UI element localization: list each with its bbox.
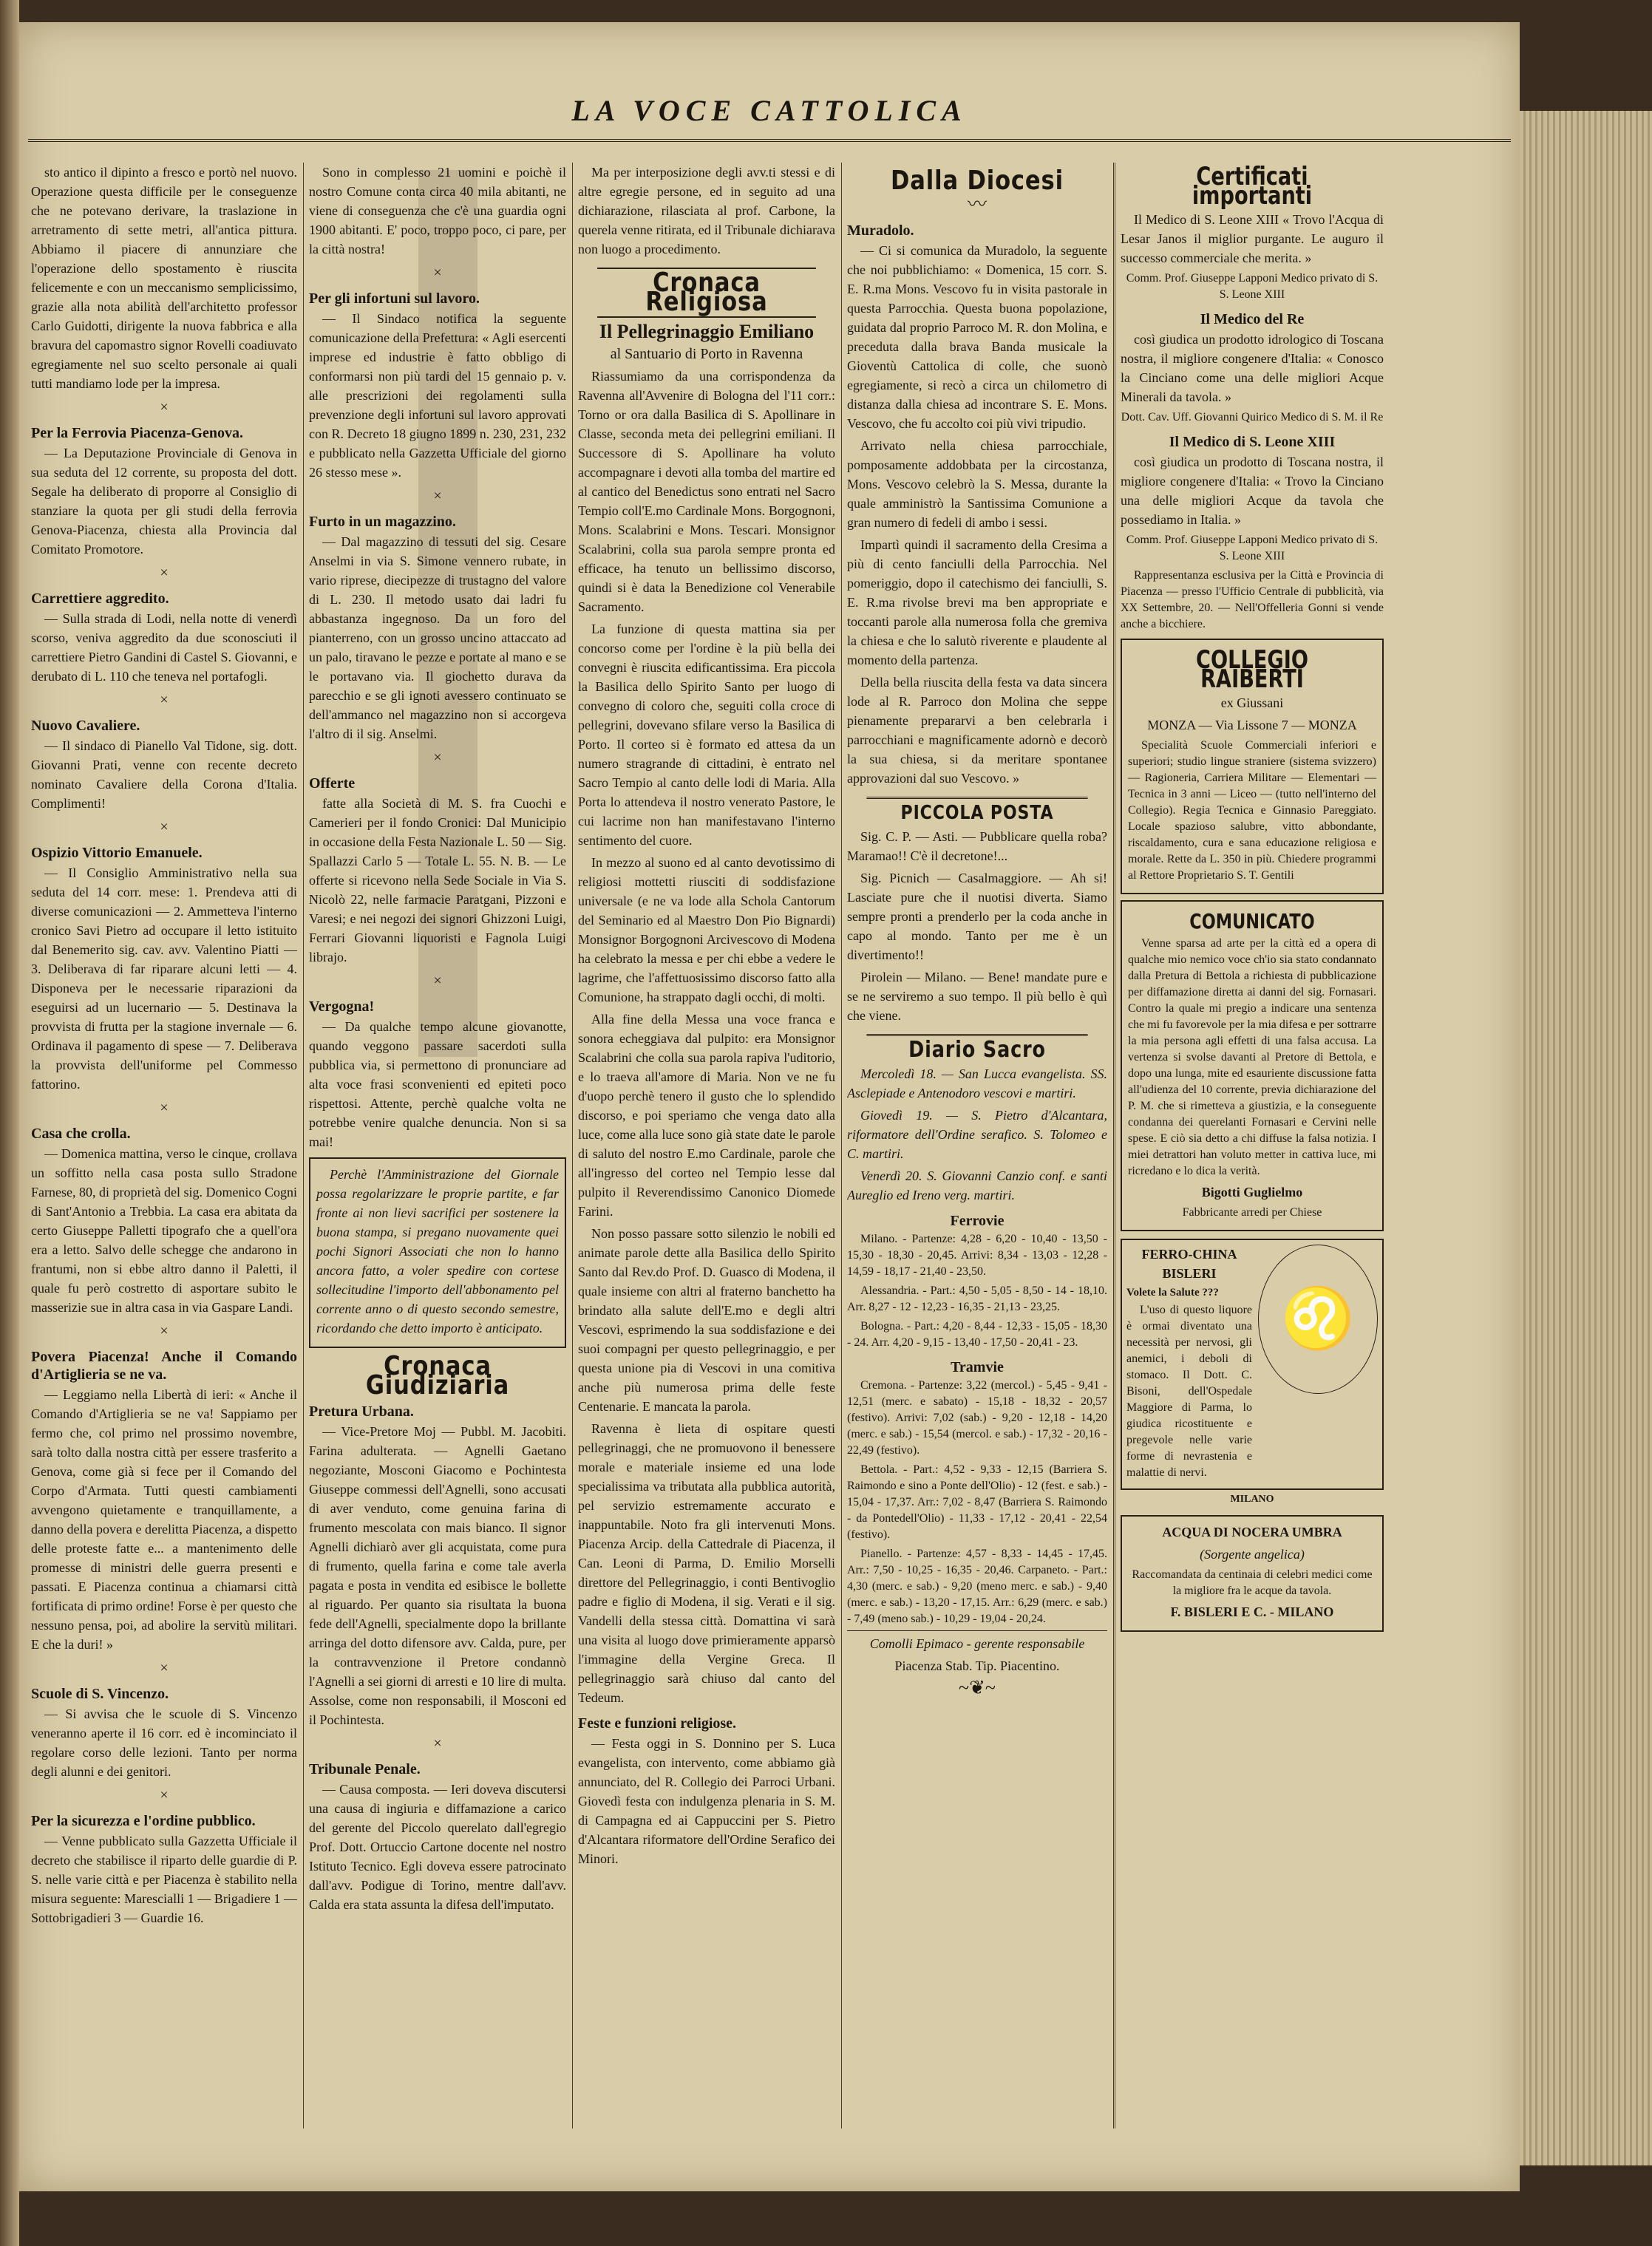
ad-heading: Certificati importanti (1192, 163, 1313, 211)
headline: Povera Piacenza! Anche il Comando d'Artiglieria se ne va. (31, 1349, 297, 1383)
communique-signature: Bigotti Guglielmo (1201, 1185, 1303, 1199)
newspaper-page (19, 22, 1520, 2191)
separator: × (433, 265, 442, 281)
article-text: — Il Consiglio Amministrativo nella sua seduta del 14 corr. mese: 1. Prendeva atti di diverse comunicazioni — 2. Ammetteva l'interno cronico Savi Pietro ad occupare il letto istituito dal Benemerito sig. cav. avv. Valentino Piatti — 3. Deliberava di far riparare alcuni letti — 4. Disponeva per le necessarie riparazioni da eseguirsi ad un lucernario — 5. Destinava la provvista di frutta per la stagione invernale — 6. Ordinava il pagamento di spese — 7. Deliberava la provvista dell'uniforme pel Commesso fattorino. (31, 865, 297, 1092)
headline: Nuovo Cavaliere. (31, 718, 140, 734)
article-text: — Da qualche tempo alcune giovanotte, quando veggono passare sacerdoti sulla pubblica via, si permettono di pronunciare ad alta voce frasi sconvenienti ed epiteti poco rispettosi. Attente, perchè qualche volta ne potrebbe venire qualche denuncia. Non si sa mai! (309, 1019, 566, 1149)
college-subtitle: ex Giussani (1220, 695, 1284, 710)
separator: × (160, 1100, 169, 1116)
headline: Feste e funzioni religiose. (578, 1715, 737, 1732)
postbox-entry: Sig. C. P. — Asti. — Pubblicare quella roba? Maramao!! C'è il decretone!... (847, 829, 1107, 863)
ad-subheading: Il Medico del Re (1200, 311, 1305, 327)
ferro-china-slogan: Volete la Salute ??? (1126, 1287, 1219, 1299)
separator: × (433, 1735, 442, 1752)
article-text: — Si avvisa che le scuole di S. Vincenzo veneranno aperte il 16 corr. ed è incominciato il regolare corso delle lezioni. Tanto per norma degli alunni e dei genitori. (31, 1706, 297, 1779)
editor-credit: Comolli Epimaco - gerente responsabile (847, 1630, 1107, 1653)
separator: × (160, 565, 169, 581)
headline: Scuole di S. Vincenzo. (31, 1686, 169, 1702)
article-text: — Il sindaco di Pianello Val Tidone, sig. dott. Giovanni Prati, venne con recente decreto nominato Cavaliere della Corona d'Italia. Complimenti! (31, 738, 297, 811)
article-text: Impartì quindi il sacramento della Cresima a più di cento fanciulli della Parrocchia. Nel pomeriggio, dopo il catechismo dei fanciulli, S. E. R.ma rivolse brevi ma ben appropriate e toccanti parole alla numerosa folla che gremiva la chiesa e che lo salutò riverente e plaudente al momento della partenza. (847, 537, 1107, 667)
separator: × (160, 1323, 169, 1339)
communique-text: Venne sparsa ad arte per la città ed a opera di qualche mio nemico voce ch'io sia stato condannato dalla Pretura di Bettola a richiesta di pubblicazione per diffamazione diretta ai danni del sig. Fornasari. Contro la quale mi pregio a indicare una sentenza che mi fu favorevole per la mia difesa e per sottrarre la mia persona agli effetti di una falsa accusa. La vertenza si svolse davanti al Pretore di Bettola, e dopo una lunga, mite ed esauriente discussione fatta all'udienza del 10 corrente, previa dichiarazione del P. M. che si rimetteva a giustizia, e la conseguente condanna dei querelanti Fornasari e Cervini nelle spese. E ciò sia detto a chi diffuse la falsa notizia. I miei detrattori han voluto metter in cattiva luce, mi ricredano e lo dica la verità. (1128, 937, 1376, 1177)
separator: × (433, 973, 442, 989)
timetable-heading: Ferrovie (950, 1213, 1005, 1229)
separator: × (160, 1660, 169, 1676)
ornament: ~❦~ (959, 1677, 996, 1698)
timetable-row: Bologna. - Part.: 4,20 - 8,44 - 12,33 - 15,05 - 18,30 - 24. Arr. 4,20 - 9,15 - 13,40 - 17,50 - 20,41 - 23. (847, 1320, 1107, 1349)
article-text: — Sulla strada di Lodi, nella notte di venerdì scorso, veniva aggredito da due sconosciuti il carrettiere Pietro Gandini di Castel S. Giovanni, e derubato di L. 110 che teneva nel portafogli. (31, 611, 297, 684)
article-text: — Venne pubblicato sulla Gazzetta Ufficiale il decreto che stabilisce il riparto delle guardie di P. S. nelle varie città e per Piacenza è stabilito nella misura seguente: Marescialli 1 — Brigadiere 1 — Sottobrigadieri 3 — Guardie 16. (31, 1834, 297, 1925)
article-text: Della bella riuscita della festa va data sincera lode al R. Parroco don Molina che seppe pienamente prepararvi a ben celebrarla i parrocchiani e magnificamente adornò e decorò la sua chiesa, si da meritare spontanee approvazioni dal suo Vescovo. » (847, 675, 1107, 786)
timetable-heading: Tramvie (951, 1359, 1004, 1375)
article-text: Ravenna è lieta di ospitare questi pellegrinaggi, che ne promuovono il benessere morale e materiale insieme ed una lode specialissima va tributata alla pubblica autorità, pel servizio estremamente accurato e inappuntabile. Noto fra gli intervenuti Mons. Piacenza Arcip. della Cattedrale di Piacenza, il Can. Leoni di Parma, D. Emilio Morselli direttore del Pellegrinaggio, i conti Bentivoglio padre e figlio di Modena, il sig. Verati e il sig. Vandelli della stessa città. Domattina vi sarà una visita al luogo dove primieramente apparsò l'immagine della Vergine Greca. Il pellegrinaggio sarà chiuso dal canto del Tedeum. (578, 1421, 835, 1705)
article-text: Sono in complesso 21 uomini e poichè il nostro Comune conta circa 40 mila abitanti, ne viene di conseguenza che c'è una guardia ogni 1900 abitanti. E' poco, troppo poco, ci pare, per la città nostra! (309, 165, 566, 256)
ad-signature: Dott. Cav. Uff. Giovanni Quirico Medico di S. M. il Re (1121, 411, 1384, 423)
nocera-text: Raccomandata da centinaia di celebri medici come la migliore fra le acque da tavola. (1132, 1568, 1373, 1597)
headline: Muradolo. (847, 222, 914, 239)
section-heading: PICCOLA POSTA (866, 797, 1087, 823)
timetable-row: Cremona. - Partenze: 3,22 (mercol.) - 5,45 - 9,41 - 12,51 (merc. e sabato) - 15,18 - 18,32 - 20,57 (festivo). Arrivi: 7,02 (sab.) - 9,20 - 12,18 - 14,20 (merc. e sab.) - 15,54 (mercol. e sab.) - 17,32 - 20,16 - 22,49 (festivo). (847, 1379, 1107, 1457)
timetable-row: Milano. - Partenze: 4,28 - 6,20 - 10,40 - 13,50 - 15,30 - 18,30 - 20,45. Arrivi: 8,34 - 13,03 - 12,28 - 14,59 - 18,17 - 21,40 - 23,50. (847, 1233, 1107, 1278)
separator: × (160, 819, 169, 835)
column-rule (841, 163, 842, 2128)
lion-glyph-icon: ♌ (1281, 1287, 1355, 1352)
nocera-ad (1121, 1515, 1384, 1632)
article-text: — Dal magazzino di tessuti del sig. Cesare Anselmi in via S. Simone vennero rubate, in vario riprese, diecipezze di trustagno del valore di L. 230. Il metodo usato dai ladri fu abbastanza ingegnoso. Da un foro del pianterreno, con un grosso uncino attaccato ad un palo, tiravano le pezze e portate al mano e se le portavano via. Il giochetto durava da parecchio e se gli ignoti avessero continuato se dell'ammanco nel magazzino non si accorgeva l'altro di il sig. Anselmi. (309, 534, 566, 741)
subheading: Il Pellegrinaggio Emiliano (599, 321, 815, 342)
previous-page-edge (0, 0, 19, 2246)
communique (1121, 900, 1384, 1231)
headline: Tribunale Penale. (309, 1761, 421, 1777)
book-page-edges (1520, 111, 1652, 2165)
headline: Carrettiere aggredito. (31, 591, 169, 607)
section-heading: Cronaca Religiosa (597, 268, 816, 318)
masthead-rule (28, 139, 1511, 142)
ferro-china-text: L'uso di questo liquore è ormai diventato una necessità per nervosi, gli anemici, i deboli di stomaco. Il Dott. C. Bisoni, dell'Ospedale Maggiore di Parma, lo giudica ricostituente e pregevole nelle varie forme di nevrastenia e malattie di nervi. (1126, 1304, 1252, 1479)
headline: Per la Ferrovia Piacenza-Genova. (31, 425, 243, 441)
column-1 (31, 163, 297, 2128)
timetable-row: Bettola. - Part.: 4,52 - 9,33 - 12,15 (Barriera S. Raimondo e sino a Ponte dell'Olio) - 12 (fest. e sab.) - 15,04 - 17,37. Arr.: 7,02 - 8,47 (Barriera S. Raimondo - da Pontedell'Olio) - 11,33 - 17,12 - 20,41 - 22,54 (festivo). (847, 1463, 1107, 1541)
article-text: — La Deputazione Provinciale di Genova in sua seduta del 12 corrente, su proposta del dott. Segale ha deliberato di proporre al Consiglio di stanziare la quota per gli studi della ferrovia Genova-Piacenza, chiesta alla Provincia dal Comitato Promotore. (31, 446, 297, 557)
lion-logo-icon (1258, 1245, 1378, 1394)
column-3 (578, 163, 835, 2128)
article-text: — Ci si comunica da Muradolo, la seguente che noi pubblichiamo: « Domenica, 15 corr. S. E. R.ma Mons. Vescovo fu in visita pastorale in questa Parrocchia. Questa buona popolazione, guidata dal proprio Parroco M. R. don Molina, e preceduta dalla brava Banda musicale la Gioventù Cattolica di colle, che suonò egregiamente, si recò a circa un chilometro di distanza dalla chiesa ad incontrare S. E. Mons. Vescovo, che fu accolto coi più vivi tripudio. (847, 243, 1107, 431)
timetable-row: Pianello. - Partenze: 4,57 - 8,33 - 14,45 - 17,45. Arr.: 7,50 - 10,25 - 16,35 - 20,46. Carpaneto. - Part.: 4,30 (merc. e sab.) - 9,20 (meno merc. e sab.) - 9,40 (merc. e sab.) - 13,20 - 17,15. Arr.: 6,29 (merc. e sab.) - 7,49 (meno sab.) - 10,29 - 19,04 - 20,24. (847, 1548, 1107, 1625)
ad-signature: Comm. Prof. Giuseppe Lapponi Medico privato di S. S. Leone XIII (1126, 272, 1379, 301)
article-text: — Leggiamo nella Libertà di ieri: « Anche il Comando d'Artiglieria se ne va! Sappiamo per fermo che, col primo nel prossimo novembre, sarà tolto dalla nostra città per essere trasferito a Genova, come già si fece per il Comando del Corpo d'Armata. Tutti questi cambiamenti avvengono quietamente e tranquillamente, a danno della povera e derelitta Piacenza, a dispetto delle proteste fatte e... a mantenimento delle promesse di ministri delle guerra presenti e passati. E Piacenza continua a chiamarsi città fortificata di primo ordine! Forse è per questo che nessuno pensa, poi, ad abolire la servitù militari. E che la duri! » (31, 1387, 297, 1652)
article-text: — Il Sindaco notifica la seguente comunicazione della Prefettura: « Agli esercenti imprese ed industrie è fatto obbligo di conformarsi non più tardi del 15 gennaio p. v. alle prescrizioni dei regolamenti sulla prevenzione degli infortuni sul lavoro approvati con R. Decreto 18 giugno 1899 n. 230, 231, 232 e pubblicato nella Gazzetta Ufficiale del giorno 26 stesso mese ». (309, 311, 566, 480)
college-text: Specialità Scuole Commerciali inferiori e superiori; studio lingue straniere (sistema svizzero) — Ragioneria, Carriera Militare — Elementari — Tecnica in 3 anni — Liceo — (tutto nell'interno del Collegio). Regia Tecnica e Ginnasio Pareggiato. Locale spazioso salubre, vitto abbondante, riscaldamento, cura e sana educazione religiosa e morale. Rette da L. 350 in più. Chiedere programmi al Rettore Proprietario S. T. Gentili (1128, 739, 1376, 882)
communique-role: Fabbricante arredi per Chiese (1182, 1206, 1322, 1219)
lion-caption: MILANO (1230, 1494, 1274, 1505)
section-heading: Cronaca Giudiziaria (365, 1351, 510, 1401)
ferro-china-title: FERRO-CHINA BISLERI (1141, 1247, 1237, 1281)
headline: Per la sicurezza e l'ordine pubblico. (31, 1813, 256, 1829)
postbox-entry: Pirolein — Milano. — Bene! mandate pure e se ne serviremo a suo tempo. Il più bello è quì che viene. (847, 970, 1107, 1023)
ad-text: così giudica un prodotto idrologico di Toscana nostra, il migliore congenere d'Italia: « Conosco la Cinciano come una delle migliori Acque Minerali da tavola. » (1121, 332, 1384, 404)
ad-text: così giudica un prodotto di Toscana nostra, il migliore congenere d'Italia: « Trovo la Cinciano una delle migliori Acque da tavola che possediamo in Italia. » (1121, 455, 1384, 527)
article-text: Alla fine della Messa una voce franca e sonora echeggiava dal pulpito: era Monsignor Scalabrini che colla sua parola rapiva l'uditorio, e lo traeva all'amore di Maria. Non ve ne fu d'uopo perchè tenero il gusto che lo splendido discorso, e poi speriamo che venga dato alla luce, come alla luce sono già state date le parole di saluto del nostro E.mo Cardinale, parole che all'ingresso del corteo nel Tempio lesse dal pulpito il Reverendissimo Canonico Diomede Farini. (578, 1012, 835, 1219)
headline: Furto in un magazzino. (309, 514, 456, 530)
article-text: La funzione di questa mattina sia per concorso come per l'ordine è la più bella dei convegni è riuscita edificantissima. Era piccola la Basilica dello Spirito Santo per luogo di convegno di coloro che, seguiti colla croce di pellegrini, dovevano sfilare verso la Basilica di Porto. Il corteo si è formato ed attesa da un numero stragrande di cittadini, è entrato nel Sacro Tempio al canto delle lodi di Maria. Alla Porta lo attendeva il nostro venerato Pastore, le cui lacrime non han manifestavano l'interno sentimento del cuore. (578, 622, 835, 848)
column-2 (309, 163, 566, 2128)
separator: × (433, 488, 442, 504)
ad-text: Il Medico di S. Leone XIII « Trovo l'Acqua di Lesar Janos il miglior purgante. Le auguro il successo commerciale che merita. » (1121, 212, 1384, 265)
masthead-title: LA VOCE CATTOLICA (571, 94, 968, 127)
college-ad (1121, 639, 1384, 894)
section-heading: Diario Sacro (866, 1034, 1087, 1060)
ad-signature: Comm. Prof. Giuseppe Lapponi Medico privato di S. S. Leone XIII (1126, 534, 1379, 562)
calendar-entry: Venerdì 20. S. Giovanni Canzio conf. e santi Aureglio ed Ireno verg. martiri. (847, 1168, 1107, 1202)
ornament: 〰 (967, 194, 987, 215)
college-address: MONZA — Via Lissone 7 — MONZA (1147, 718, 1357, 732)
article-text: Riassumiamo da una corrispondenza da Ravenna all'Avvenire di Bologna del l'11 corr.: Torno or ora dalla Basilica di S. Apollinare in Classe, seconda meta dei pellegrini emiliani. Il Successore di S. Apollinare ha voluto accompagnare i devoti alla tomba del martire ed al cantico del Benedictus sono entrati nel Sacro Tempio coll'E.mo Cardinale Mons. Borgognoni, Mons. Scalabrini e Mons. Tescari. Monsignor Scalabrini, colla sua parola sempre pronta ed efficace, ha tenuto un bellissimo discorso, quindi si è data la Benedizione col Venerabile Sacramento. (578, 369, 835, 614)
subscription-notice (309, 1157, 566, 1348)
nocera-subtitle: (Sorgente angelica) (1200, 1547, 1305, 1562)
headline: Pretura Urbana. (309, 1403, 414, 1420)
masthead (19, 93, 1520, 145)
ad-subheading: Il Medico di S. Leone XIII (1169, 434, 1336, 450)
headline: Offerte (309, 775, 356, 792)
timetable-row: Alessandria. - Part.: 4,50 - 5,05 - 8,50 - 14 - 18,10. Arr. 8,27 - 12 - 12,23 - 16,35 - 21,13 - 23,25. (847, 1284, 1107, 1313)
separator: × (433, 749, 442, 766)
separator: × (160, 399, 169, 415)
article-text: Ma per interposizione degli avv.ti stessi e di altre egregie persone, ed in seguito ad una dichiarazione, rilasciata al prof. Carbone, la querela venne ritirata, ed il Tribunale dichiarava non luogo a procedimento. (578, 165, 835, 256)
article-text: In mezzo al suono ed al canto devotissimo di religiosi mottetti riusciti di soddisfazione universale (e ne va lode alla Schola Cantorum del Seminario ed al Maestro Don Pio Bignardi) Monsignor Borgognoni Arcivescovo di Modena ha celebrato la messa e per chi ebbe a vedere le lagrime, che l'affettuosissimo discorso fatto alla Comunione, ha strappato dagli occhi, di molti. (578, 855, 835, 1004)
ad-text: Rappresentanza esclusiva per la Città e Provincia di Piacenza — presso l'Ufficio Centrale di pubblicità, via XX Settembre, 20. — Nell'Offelleria Gonni si vende anche a bicchiere. (1121, 569, 1384, 630)
article-text: — Domenica mattina, verso le cinque, crollava un soffitto nella casa posta sullo Stradone Farnese, 80, di proprietà del sig. Domenico Cogni di Sant'Antonio a Trebbia. La casa era abitata da certo Giuseppe Palletti tipografo che a quell'ora era a letto. Salvo delle schegge che andarono in frantumi, non si ebbe altro danno il Paletti, il quale fu però costretto di asportare subito le masserizie sue in altra casa in via Gaspare Landi. (31, 1146, 297, 1315)
nocera-maker: F. BISLERI E C. - MILANO (1170, 1604, 1334, 1619)
separator: × (160, 1787, 169, 1803)
article-text: — Vice-Pretore Moj — Pubbl. M. Jacobiti. Farina adulterata. — Agnelli Gaetano negoziante, Mosconi Giacomo e Pochintesta Giuseppe commessi dell'Agnelli, sono accusati di aver venduto, come genuina farina di frumento mescolata con mais bianco. Il signor Agnelli dichiarò aver gli acquistata, come pura di frumento, quella farina e come tale averla pagata e posta in vendita ed esibisce le bollette al riguardo. Per quanto sia risultata la buona fede dell'Agnelli, specialmente dopo la brillante arringa del dotto difensore avv. Calda, pure, per la contravvenzione il Pretore condannò l'Agnelli a sei giorni di arresti e 10 lire di multa. Assolse, come non responsabili, il Mosconi ed il Pochintesta. (309, 1424, 566, 1727)
article-text: Arrivato nella chiesa parrocchiale, pomposamente addobbata per la circostanza, Mons. Vescovo celebrò la S. Messa, durante la quale amministrò la Santissima Comunione a gran numero di fedeli di ambo i sessi. (847, 438, 1107, 530)
column-rule (572, 163, 573, 2128)
postbox-entry: Sig. Picnich — Casalmaggiore. — Ah si! Lasciate pure che il nuotisi diverta. Siamo sempre pronti a prenderlo per la coda anche in capo al mondo. Tanto per me è un divertimento!! (847, 871, 1107, 962)
notice-text: Perchè l'Amministrazione del Giornale possa regolarizzare le proprie partite, e far fronte ai non lievi sacrifici per sostenere la buona stampa, si pregano nuovamente quei pochi Signori Associati che non lo hanno ancora fatto, a voler spedire con cortese sollecitudine l'importo dell'abbonamento pel corrente anno o di questo secondo semestre, ricordando che detto importo è anticipato. (316, 1167, 559, 1335)
article-text: — Festa oggi in S. Donnino per S. Luca evangelista, con intervento, come abbiamo già annunciato, del R. Collegio dei Parroci Urbani. Giovedì festa con indulgenza plenaria in S. M. di Campagna ed ai Cappuccini per S. Pietro d'Alcantara riformatore dell'Ordine Serafico dei Minori. (578, 1736, 835, 1866)
column-rule (1113, 163, 1115, 2128)
headline: Ospizio Vittorio Emanuele. (31, 845, 203, 861)
college-title: COLLEGIO RAIBERTI (1196, 645, 1308, 694)
nocera-title: ACQUA DI NOCERA UMBRA (1162, 1525, 1342, 1539)
article-text: sto antico il dipinto a fresco e portò nel nuovo. Operazione questa difficile per le conseguenze che ne potevano derivare, la traslazione in arretramento di sette metri, all'antica pittura. Abbiamo il piacere di annunziare che l'operazione dello spostamento è riuscita felicemente e con un meccanismo semplicissimo, grazie alla nota abilità dell'architetto professor Carlo Guidotti, dirigente la nuova fabbrica e alla bravura del capomastro signor Rovelli coadiuvato egregiamente nel suo scelto personale ai quali tutti mandiamo lode per la impresa. (31, 165, 297, 391)
column-rule (303, 163, 304, 2128)
headline: Casa che crolla. (31, 1126, 131, 1142)
section-heading: Dalla Diocesi (891, 166, 1064, 196)
separator: × (160, 692, 169, 708)
printer-credit: Piacenza Stab. Tip. Piacentino. (894, 1658, 1060, 1673)
subheading: al Santuario di Porto in Ravenna (610, 346, 803, 362)
headline: Per gli infortuni sul lavoro. (309, 290, 480, 307)
communique-title: COMUNICATO (1189, 909, 1315, 933)
column-5-ads (1121, 163, 1384, 2128)
calendar-entry: Mercoledì 18. — San Lucca evangelista. SS. Asclepiade e Antenodoro vescovi e martiri. (847, 1066, 1107, 1100)
ferro-china-ad (1121, 1239, 1384, 1490)
column-4 (847, 163, 1107, 2128)
article-text: Non posso passare sotto silenzio le nobili ed animate parole dette alla Basilica dello Spirito Santo dal Rev.do Prof. D. Guasco di Modena, il quale insieme con altri al fraterno banchetto ha brindato alla salute dell'E.mo e degli altri Vescovi, esprimendo la sua soddisfazione e dei suoi compagni per questo pellegrinaggio, e per questa unione pia di Vescovi in una comitiva anche più numerosa prima delle feste Centenarie. E mancata la parola. (578, 1226, 835, 1414)
calendar-entry: Giovedì 19. — S. Pietro d'Alcantara, riformatore dell'Ordine serafico. S. Tolomeo e C. martiri. (847, 1108, 1107, 1161)
article-text: fatte alla Società di M. S. fra Cuochi e Camerieri per il fondo Cronici: Dal Municipio in occasione della Festa Nazionale L. 50 — Sig. Spallazzi Carlo 5 — Totale L. 55. N. B. — Le offerte si ricevono nella Sede Sociale in Via S. Nicolò 22, nelle farmacie Paratgani, Pizzoni e Varesi; e nei negozi dei signori Ghizzoni Luigi, Ferrari Giovanni liquoristi e Fagnola Luigi librajo. (309, 796, 566, 964)
headline: Vergogna! (309, 998, 375, 1015)
article-text: — Causa composta. — Ieri doveva discutersi una causa di ingiuria e diffamazione a carico del gerente del Piccolo querelato dall'egregio Prof. Dott. Ortuccio Cartone docente nel nostro Istituto Tecnico. Egli doveva essere patrocinato dall'avv. Podigue di Torino, mentre dall'avv. Calda era stata assunta la difesa dell'imputato. (309, 1782, 566, 1912)
